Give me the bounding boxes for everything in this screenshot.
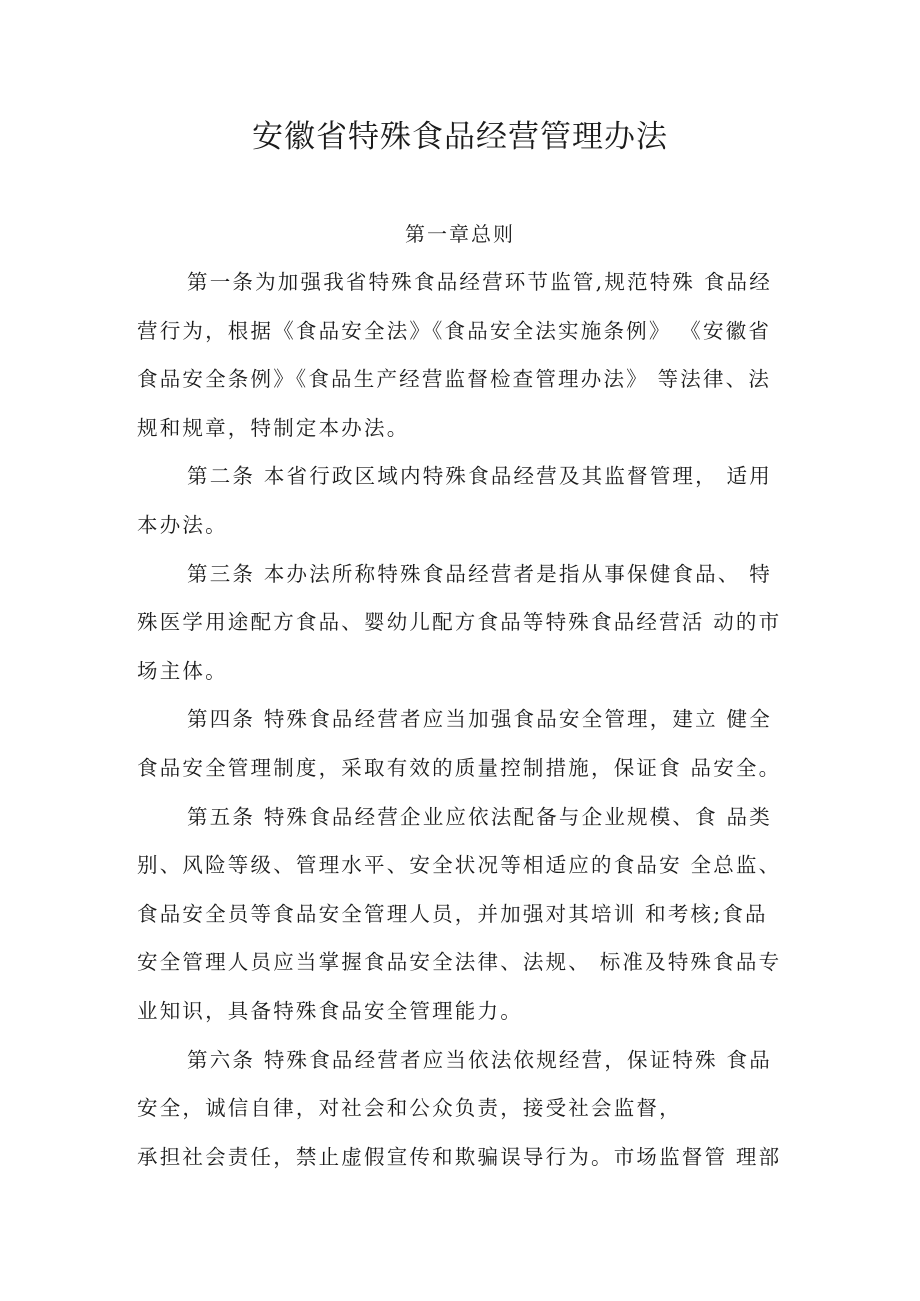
text-line: 食品安全员等食品安全管理人员，并加强对其培训 和考核;食品	[137, 901, 768, 926]
text-line: 食品安全条例》《食品生产经营监督检查管理办法》 等法律、法	[137, 367, 772, 392]
article-2	[137, 452, 797, 549]
text-line: 第二条 本省行政区域内特殊食品经营及其监督管理， 适用	[187, 464, 772, 489]
text-line: 本办法。	[137, 512, 228, 537]
text-line: 承担社会责任，禁止虚假宣传和欺骗误导行为。市场监督管 理部	[137, 1144, 782, 1169]
text-line: 食品安全管理制度，采取有效的质量控制措施，保证食 品安全。	[137, 755, 782, 780]
article-5	[137, 793, 797, 1036]
article-6	[137, 1036, 797, 1182]
document-title: 安徽省特殊食品经营管理办法	[252, 119, 668, 155]
text-line: 第三条 本办法所称特殊食品经营者是指从事保健食品、 特	[187, 561, 772, 586]
text-line: 规和规章，特制定本办法。	[137, 415, 410, 440]
text-line: 别、风险等级、管理水平、安全状况等相适应的食品安 全总监、	[137, 853, 782, 878]
text-line: 场主体。	[137, 658, 228, 683]
article-4	[137, 695, 797, 792]
text-line: 第六条 特殊食品经营者应当依法依规经营，保证特殊 食品	[187, 1047, 772, 1072]
text-line: 第五条 特殊食品经营企业应依法配备与企业规模、食 品类	[187, 804, 772, 829]
text-line: 安全管理人员应当掌握食品安全法律、法规、 标准及特殊食品专	[137, 950, 782, 975]
text-line: 第一条为加强我省特殊食品经营环节监管,规范特殊 食品经	[187, 270, 772, 294]
text-line: 安全，诚信自律，对社会和公众负责，接受社会监督，	[137, 1096, 682, 1121]
article-1	[137, 258, 797, 452]
chapter-heading: 第一章总则	[405, 222, 515, 246]
text-line: 第四条 特殊食品经营者应当加强食品安全管理，建立 健全	[187, 707, 772, 732]
text-line: 业知识，具备特殊食品安全管理能力。	[137, 998, 523, 1023]
text-line: 殊医学用途配方食品、婴幼儿配方食品等特殊食品经营活 动的市	[137, 610, 782, 635]
text-line: 营行为，根据《食品安全法》《食品安全法实施条例》 《安徽省	[137, 318, 772, 343]
article-3	[137, 550, 797, 696]
document-body	[137, 258, 797, 1181]
